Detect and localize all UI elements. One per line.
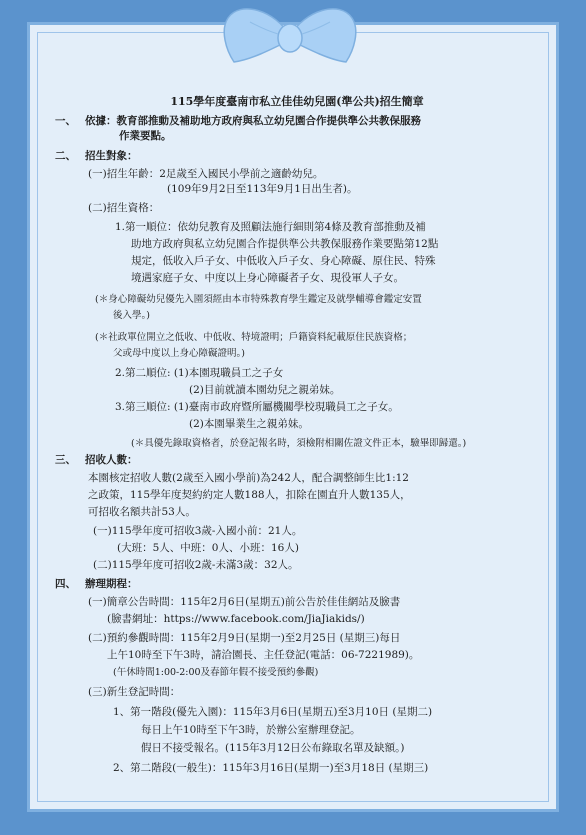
quota-item-1: (一)115學年度可招收3歲-入國小前：21人。	[93, 525, 303, 537]
note-2-line-1: (＊社政單位開立之低收、中低收、特境證明；戶籍資料紀載原住民族資格；	[95, 332, 413, 343]
section-2-heading: 招生對象：	[85, 150, 138, 162]
section-3-heading: 招收人數：	[85, 454, 138, 466]
priority-3-line-2: (2)本園畢業生之親弟妹。	[189, 418, 309, 430]
section-1-line-2: 作業要點。	[119, 130, 172, 142]
visit-line-1: (二)預約參觀時間：115年2月9日(星期一)至2月25日 (星期三)每日	[88, 632, 401, 644]
bow-tie-icon	[220, 0, 360, 72]
age-range: (109年9月2日至113年9月1日出生者)。	[167, 183, 358, 195]
priority-2-line-1: 2.第二順位: (1)本園現職員工之子女	[115, 367, 284, 379]
priority-1-line-1: 1.第一順位：依幼兒教育及照顧法施行細則第4條及教育部推動及補	[115, 221, 426, 233]
section-4-heading: 辦理期程：	[85, 578, 138, 590]
age-label: (一)招生年齡：2足歲至入國民小學前之適齡幼兒。	[88, 168, 324, 180]
visit-note: (午休時間1:00-2:00及春節年假不接受預約參觀)	[113, 667, 319, 678]
registration-stage-1-hours: 每日上午10時至下午3時，於辦公室辦理登記。	[141, 724, 361, 736]
priority-3-line-1: 3.第三順位: (1)臺南市政府暨所屬機關學校現職員工之子女。	[115, 401, 399, 413]
quota-line-1: 本園核定招收人數(2歲至入國小學前)為242人，配合調整師生比1:12	[88, 472, 409, 484]
announcement-line-1: (一)簡章公告時間：115年2月6日(星期五)前公告於佳佳網站及臉書	[88, 596, 401, 608]
quota-line-2: 之政策，115學年度契約約定人數188人，扣除在園直升人數135人，	[88, 489, 411, 501]
priority-1-line-2: 助地方政府與私立幼兒園合作提供準公共教保服務作業要點第12點	[131, 238, 439, 250]
section-1-number: 一、	[55, 115, 76, 127]
priority-2-line-2: (2)目前就讀本園幼兒之親弟妹。	[189, 384, 341, 396]
priority-1-line-4: 境遇家庭子女、中度以上身心障礙者子女、現役軍人子女。	[131, 272, 404, 284]
section-3-number: 三、	[55, 454, 76, 466]
qualification-label: (二)招生資格：	[88, 202, 160, 214]
priority-1-line-3: 規定，低收入戶子女、中低收入戶子女、身心障礙、原住民、特殊	[131, 255, 436, 267]
note-1-line-2: 後入學。)	[113, 310, 150, 321]
facebook-url: (臉書網址：https://www.facebook.com/JiaJiakids/)	[107, 613, 365, 625]
section-1-line-1: 依據：教育部推動及補助地方政府與私立幼兒園合作提供準公共教保服務	[85, 115, 421, 127]
registration-stage-1-note: 假日不接受報名。(115年3月12日公布錄取名單及缺額。)	[141, 742, 405, 754]
registration-stage-1: 1、第一階段(優先入園)：115年3月6日(星期五)至3月10日 (星期二)	[113, 706, 433, 718]
registration-stage-2: 2、第二階段(一般生)：115年3月16日(星期一)至3月18日 (星期三)	[113, 762, 429, 774]
quota-item-1-detail: (大班：5人、中班：0人、小班：16人)	[117, 542, 299, 554]
doc-title: 115學年度臺南市私立佳佳幼兒園(準公共)招生簡章	[170, 95, 424, 108]
note-2-line-2: 父或母中度以上身心障礙證明。)	[113, 348, 245, 359]
quota-item-2: (二)115學年度可招收2歲-未滿3歲：32人。	[93, 559, 299, 571]
section-2-number: 二、	[55, 150, 76, 162]
quota-line-3: 可招收名額共計53人。	[88, 506, 196, 518]
visit-line-2: 上午10時至下午3時，請洽園長、主任登記(電話：06-7221989)。	[107, 649, 420, 661]
section-4-number: 四、	[55, 578, 76, 590]
note-3: (＊具優先錄取資格者，於登記報名時，須檢附相關佐證文件正本，驗畢即歸還。)	[131, 438, 467, 449]
registration-label: (三)新生登記時間：	[88, 686, 181, 698]
note-1-line-1: (＊身心障礙幼兒優先入園須經由本市特殊教育學生鑑定及就學輔導會鑑定安置	[95, 294, 422, 305]
